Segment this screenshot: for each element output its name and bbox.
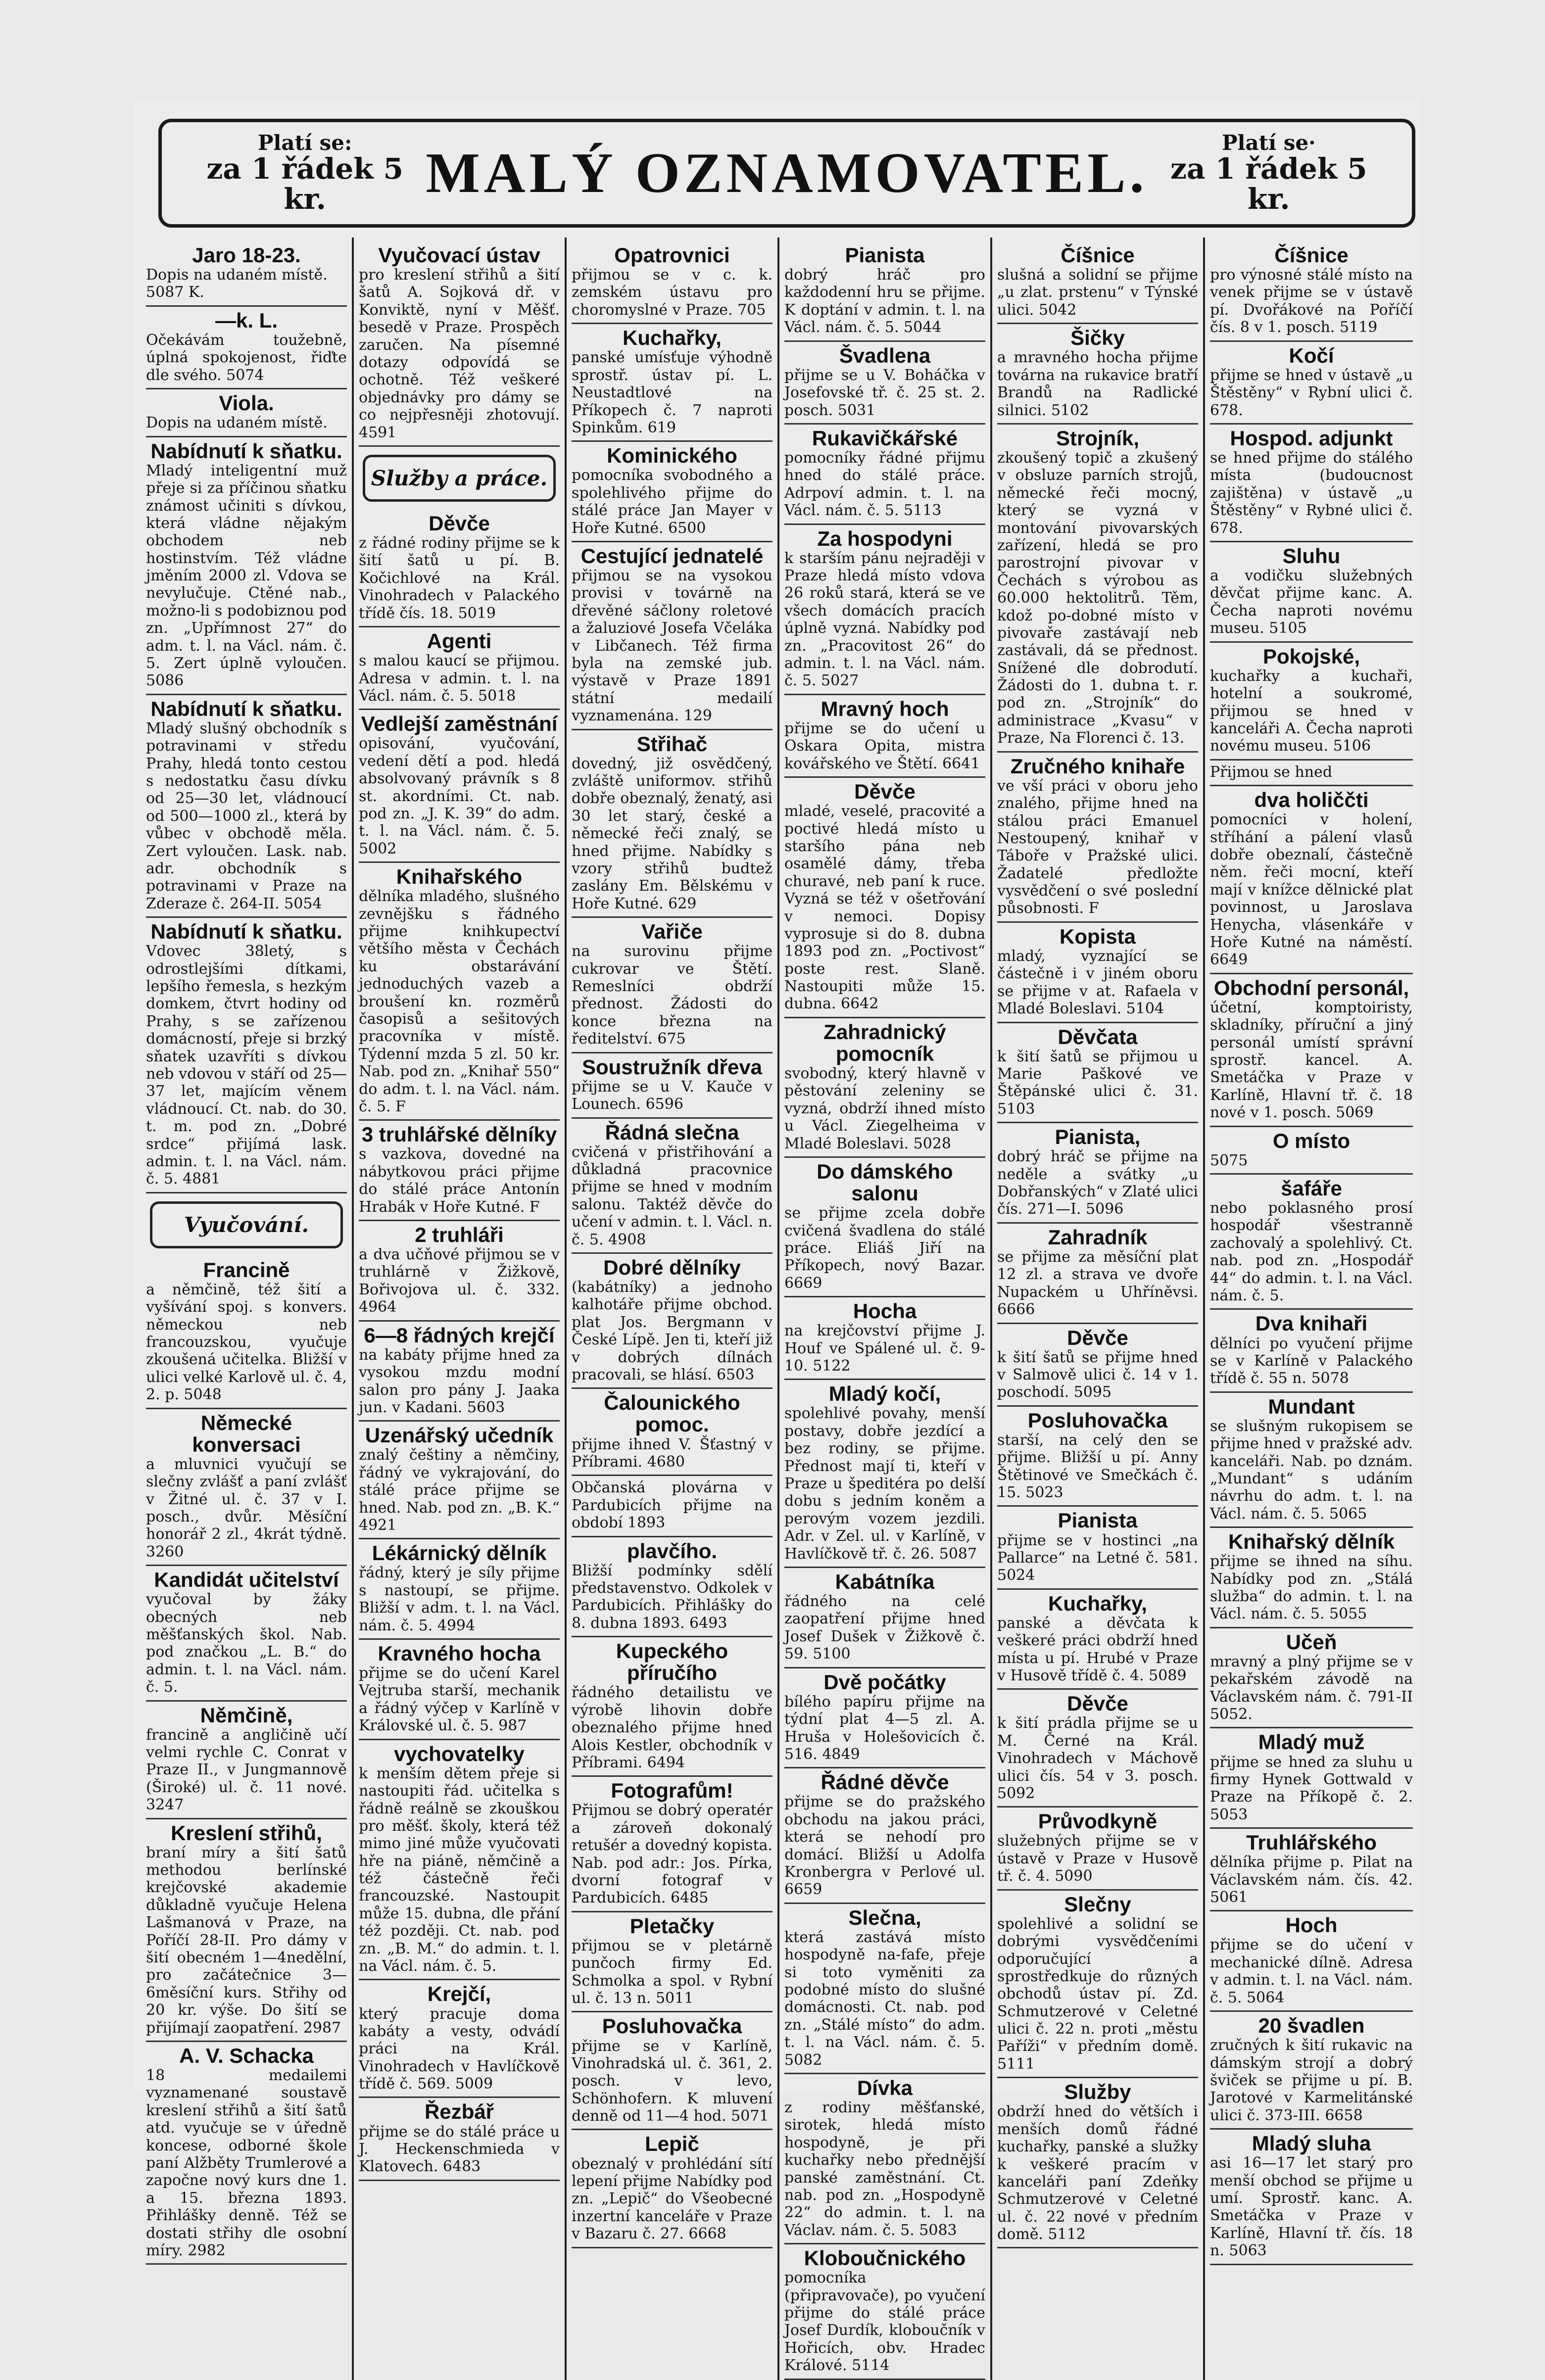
masthead [158,119,1415,228]
ad-heading: Pianista [845,243,925,267]
ad-heading: Knihařský dělník [1228,1530,1395,1554]
classified-ad [784,778,985,1018]
classified-ad [572,1537,772,1638]
ad-heading: Posluhovačka [602,2014,742,2038]
classified-ad [359,1980,560,2098]
ad-heading: Rukavičkářské [812,426,958,450]
classified-ad [572,1476,772,1537]
classified-ad [997,753,1198,923]
classified-ad [997,1891,1198,2079]
ad-text: účetní, komptoiristy, skladníky, příruční a jiný personál umístí správní sprostř. kancel. A. Smetáčka v Praze v Karlíně, Hlavní tř. č. 18 nové v 1. posch. 5069 [1210,999,1413,1122]
ad-text: k šití šatů se přijmou u Marie Paškové ve Štěpánské ulici č. 31. 5103 [997,1047,1198,1118]
classified-ad [359,627,560,710]
classified-ad [1210,241,1413,342]
ad-text: pomocníci v holení, stříhání a pálení vlasů dobře obeznalí, částečně něm. řeči mocní, kteří mají v knížce dělnické plat povinnost, u Jaroslava Henycha, vlásenkáře v Hoře Kutné na náměstí. 6649 [1210,811,1413,969]
classified-ad [359,863,560,1121]
classified-ad [997,324,1198,425]
ad-heading: A. V. Schacka [179,2044,314,2067]
ad-heading: Dva knihaři [1255,1312,1368,1335]
ad-text: a němčině, též šití a vyšívání spoj. s konvers. německou neb francouzskou, vyučuje zkoušená učitelka. Bližší v ulici velké Karlově ul. č. 4, 2. p. 5048 [146,1281,347,1404]
ad-text: dovedný, již osvědčený, zvláště uniformov. střihů dobře obeznalý, ženatý, asi 30 let starý, české a německé řeči znalý, se hned přijme. Nabídky s vzory střihů budtež zaslány Em. Bělskému v Hoře Kutné. 629 [572,755,772,912]
classified-ad [572,1912,772,2013]
ad-text: Bližší podmínky sdělí představenstvo. Odkolek v Pardubicích. Přihlášky do 8. dubna 1893. 6493 [572,1562,772,1632]
ad-text: vyučoval by žáky obecných neb měšťanských škol. Nab. pod značkou „L. B.“ do admin. t. l. na Václ. nám. č. 5. [146,1591,347,1696]
classified-ad [997,1407,1198,1507]
ad-text: se přijme za měsíční plat 12 zl. a strava ve dvoře Nupackém u Uhříněvsi. 6666 [997,1248,1198,1319]
classified-ad [146,1256,347,1409]
ad-text: přijme se do pražského obchodu na jakou práci, která se nehodí pro domácí. Bližší u Adolfa Kronbergra v Perlové ul. 6659 [784,1793,985,1899]
classified-ad [784,425,985,525]
classified-ad [1210,1175,1413,1310]
ad-column [567,238,779,2380]
ad-heading: Mundant [1268,1394,1355,1418]
classified-ad [1210,643,1413,761]
classified-ad [359,1322,560,1422]
classified-ad [146,695,347,918]
ad-text: dobrý hráč se přijme na neděle a svátky „u Dobřanských“ v Zlaté ulici čís. 271—I. 5096 [997,1148,1198,1218]
ad-text: s malou kaucí se přijmou. Adresa v admin. t. l. na Václ. nám. č. 5. 5018 [359,652,560,705]
ad-heading: Lepič [645,2132,699,2156]
ad-heading: Řezbář [424,2100,494,2124]
page-title: MALÝ OZNAMOVATEL. [426,141,1148,205]
ad-text: přijme se hned za sluhu u firmy Hynek Gottwald v Praze na Příkopě č. 2. 5053 [1210,1753,1413,1823]
classified-ad [359,241,560,447]
ad-text: znalý češtiny a němčiny, řádný ve vykrajování, do stálé práce přijme se hned. Nab. pod zn. „B. K.“ 4921 [359,1446,560,1534]
classified-ad [572,241,772,324]
ad-text: k starším pánu nejraději v Praze hledá místo vdova 26 roků stará, která se ve všech domácích pracích úplně vyzná. Nabídky pod zn. „Pracovitost 26“ do admin. t. l. na Václ. nám. č. 5. 5027 [784,549,985,690]
ad-text: dělníka přijme p. Pilat na Václavském nám. čís. 42. 5061 [1210,1854,1413,1906]
ad-heading: 3 truhlářské dělníky [361,1123,557,1146]
ad-text: přijme ihned V. Šťastný v Příbrami. 4680 [572,1435,772,1471]
classified-ad [784,525,985,695]
classified-ad [359,1422,560,1539]
classified-ad [784,1158,985,1297]
ad-text: panské a děvčata k veškeré práci obdrží hned místa u pí. Hrubé v Praze v Husově třídě č. 4. 5089 [997,1614,1198,1684]
price-right [1148,132,1390,214]
classified-ad [1210,342,1413,425]
classified-ad [1210,1528,1413,1628]
ad-text: spolehlivé povahy, menší postavy, dobře jezdící a bez rodiny, se přijme. Přednost mají ti, kteří v Praze u špeditéra po delší dobu s jedním koněm a perovým vozem jezdili. Adr. v Zel. ul. v Karlíně, v Havlíčkově tř. č. 26. 5087 [784,1405,985,1563]
ad-text: pomocníka svobodného a spolehlivého přijme do stálé práce Jan Mayer v Hoře Kutné. 6500 [572,467,772,537]
classified-ad [146,437,347,695]
ad-heading: Kandidát učitelství [154,1568,339,1592]
ad-heading: Zahradnický pomocník [823,1020,946,1065]
section-banner: Služby a práce. [363,455,556,502]
ad-text: (kabátníky) a jednoho kalhotáře přijme obchod. plat Jos. Bergmann v České Lípě. Jen ti, kteří již v dobrých dílnách pracovali, se hlásí. 6503 [572,1279,772,1383]
price-left-bottom: za 1 řádek 5 kr. [206,152,403,216]
ad-text: a dva učňové přijmou se v truhlárně v Žižkově, Bořivojova ul. č. 332. 4964 [359,1246,560,1316]
ad-text: k šití šatů se přijme hned v Salmově ulici č. 14 v 1. poschodí. 5095 [997,1348,1198,1401]
ad-heading: Pianista, [1055,1125,1141,1149]
classified-ad [997,1690,1198,1808]
ad-text: z řádné rodiny přijme se k šití šatů u pí. B. Kočichlové na Král. Vinohradech v Palackého třídě čís. 18. 5019 [359,534,560,622]
ad-heading: plavčího. [627,1539,718,1563]
classified-ad [1210,761,1413,786]
ad-heading: Kuchařky, [1048,1591,1147,1615]
ad-text: který pracuje doma kabáty a vesty, odvádí práci na Král. Vinohradech v Havlíčkově třídě č. 569. 5009 [359,2005,560,2093]
ad-heading: Francině [203,1258,290,1282]
ad-text: zkoušený topič a zkušený v obsluze parních strojů, německé řeči mocný, který se vyzná v montování pivovarských zařízení, hledá se pro parostrojní pivovar v Čechách s výrobou as 60.000 hektolitrů. Těm, kdož po-dobné místo v pivovaře zastávají neb zastávali, dá se přednost. Snížené dle dobrodutí. Žádosti do 1. dubna t. r. pod zn. „Strojník“ do administrace „Kvasu“ v Praze, Na Florenci č. 13. [997,449,1198,747]
classified-ad [784,2244,985,2380]
classified-ad [1210,1728,1413,1829]
classified-ad [784,1380,985,1568]
ad-text: Občanská plovárna v Pardubicích přijme na období 1893 [572,1479,772,1532]
ad-text: ve vší práci v oboru jeho znalého, přijme hned na stálou práci Emanuel Nestoupený, knihař v Táboře v Pražské ulici. Žadatelé předložte vysvědčení o své poslední působnosti. F [997,777,1198,917]
ad-heading: Řádná slečna [605,1120,739,1144]
ad-heading: Za hospodyni [817,526,953,550]
classified-ad [997,1507,1198,1589]
ad-heading: Dobré dělníky [603,1255,741,1279]
classified-ad [572,442,772,542]
ad-text: pro kreslení střihů a šití šatů A. Sojková dř. v Konviktě, nyní v Měšť. besedě v Praze. Prospěch zaručen. Na písemné dotazy odpovídá se ochotně. Též veškeré objednávky pro dámy se co nejpřesněji zhotovují. 4591 [359,266,560,441]
classified-ad [572,1053,772,1119]
classified-ad [146,241,347,307]
ad-text: řádného detailistu ve výrobě lihovin dobře obeznalého přijme hned Alois Kestler, obchodník v Příbrami. 6494 [572,1684,772,1771]
ad-text: přijme se do učení v mechanické dílně. Adresa v admin. t. l. na Václ. nám. č. 5. 5064 [1210,1936,1413,2006]
ad-heading: Vařiče [641,920,703,944]
ad-heading: Pianista [1058,1509,1138,1532]
ad-heading: Opatrovnici [614,243,730,267]
ad-text: 18 medailemi vyznamenané soustavě kreslení střihů a šití šatů atd. vyučuje se v úředně koncese, odborné škole paní Alžběty Trumlerové a započne nový kurs dne 1. a 15. března 1893. Přihlášky denně. Též se dostati střihy dle osobní míry. 2982 [146,2067,347,2259]
ad-text: dělníka mladého, slušného zevnějšku s řádného přijme knihkupectví většího města v Čechách ku obstarávání jednoduchých vazeb a broušení kn. rozměrů časopisů a sešitových pracovníka v místě. Týdenní mzda 5 zl. 50 kr. Nab. pod zn. „Knihař 550“ do adm. t. l. na Václ. nám. č. 5. F [359,888,560,1115]
classified-ad [359,710,560,863]
ad-heading: Číšnice [1061,243,1135,267]
ad-text: přijme se do učení Karel Vejtruba starší, mechanik a řádný výčep v Karlíně v Královské ul. č. 5. 987 [359,1665,560,1735]
ad-heading: Kreslení střihů, [171,1821,322,1845]
ad-heading: Zručného knihaře [1010,754,1185,778]
classified-ad [572,1119,772,1254]
ad-text: na surovinu přijme cukrovar ve Štětí. Remeslníci obdrží přednost. Žádosti do konce března na ředitelství. 675 [572,943,772,1048]
ad-text: pomocníky řádné přijmu hned do stálé práce. Adrpoví admin. t. l. na Václ. nám. č. 5. 5113 [784,449,985,520]
ad-column [1205,238,1418,2380]
ad-heading: Kočí [1289,343,1334,367]
classified-ad [1210,425,1413,542]
ad-text: 5075 [1210,1151,1248,1169]
price-right-bottom: za 1 řádek 5 kr. [1170,152,1367,216]
classified-ad [146,1819,347,2042]
classified-ad [146,2042,347,2265]
classified-ad [1210,974,1413,1127]
ad-heading: Hoch [1285,1913,1338,1937]
classified-ad [997,1224,1198,1324]
classified-ad [997,2078,1198,2248]
ad-text: panské umísťuje výhodně sprostř. ústav pí. L. Neustadtlové na Příkopech č. 7 naproti Spinkům. 619 [572,349,772,436]
classified-ad [572,1254,772,1389]
ad-heading: Německé konversaci [192,1411,301,1456]
ad-heading: Knihařského [396,865,523,889]
ad-heading: Viola. [219,391,274,415]
ad-heading: Agenti [427,629,492,653]
ad-text: přijme se ihned na síhu. Nabídky pod zn. „Stálá služba“ do admin. t. l. na Václ. nám. č. 5. 5055 [1210,1553,1413,1623]
classified-ad [146,307,347,389]
classified-ad [572,1389,772,1476]
ad-text: obeznalý v prohlédání sítí lepení přijme Nabídky pod zn. „Lepič“ do Všeobecné inzertní kanceláře v Praze v Bazaru č. 27. 6668 [572,2155,772,2243]
classified-ad [359,1221,560,1322]
ad-text: z rodiny měšťanské, sirotek, hledá místo hospodyně, je při kuchařky nebo přednější panské zaměstnání. Ct. nab. pod zn. „Hospodyně 22“ do admin. t. l. na Václav. nám. č. 5. 5083 [784,2099,985,2239]
ad-heading: Řádné děvče [821,1770,949,1794]
ad-heading: Průvodkyně [1038,1809,1158,1833]
classified-ad [359,1640,560,1740]
ad-heading: Kravného hocha [378,1641,541,1665]
ad-heading: Nabídnutí k sňatku. [150,920,342,944]
ad-heading: dva holiččti [1254,788,1369,812]
ad-heading: Truhlářského [1246,1831,1377,1855]
classified-ad [1210,1911,1413,2012]
ad-heading: Zahradník [1048,1225,1148,1249]
ad-column [992,238,1205,2380]
ad-columns [141,238,1418,2375]
price-left-top: Platí se: [257,131,352,155]
ad-text: kuchařky a kuchaři, hotelní a soukromé, přijmou se hned v kanceláři A. Čecha naproti novému museu. 5106 [1210,667,1413,755]
classified-ad [572,2012,772,2130]
classified-ad [784,2074,985,2244]
classified-ad [572,542,772,730]
ad-heading: Děvče [1067,1326,1128,1349]
price-right-top: Platí se· [1221,131,1316,155]
ad-text: Dopis na udaném místě. 5087 K. [146,266,328,301]
classified-ad [784,241,985,342]
classified-ad [146,389,347,437]
ad-text: dělníci po vyučení přijme se v Karlíně v Palackého třídě č. 55 n. 5078 [1210,1334,1413,1387]
ad-heading: Fotografům! [611,1779,733,1803]
ad-heading: Krejčí, [427,1982,491,2006]
ad-text: k menším dětem přeje si nastoupiti řád. učitelka s řádně reálně se zkouškou pro měšť. školy, která též mimo jiné může vyučovati hře na piáně, němčině a též částečně řeči francouzské. Nastoupit může 15. dubna, dle přání též později. Ct. nab. pod zn. „B. M.“ do admin. t. l. na Václ. nám. č. 5. [359,1764,560,1975]
ad-text: starší, na celý den se přijme. Bližší u pí. Anny Štětinové ve Smečkách č. 15. 5023 [997,1431,1198,1502]
ad-heading: Děvče [1067,1692,1128,1715]
classified-ad [1210,1127,1413,1175]
ad-heading: Sluhu [1282,544,1341,568]
ad-text: zručných k šití rukavic na dámským strojí a dobrý šviček se přijme u pí. B. Jarotové v Karmelitánské ulici č. 373-III. 6658 [1210,2037,1413,2124]
classified-ad [359,1740,560,1981]
ad-heading: 20 švadlen [1258,2014,1365,2038]
ad-heading: Jaro 18-23. [192,243,301,267]
classified-ad [359,2098,560,2181]
ad-heading: Nabídnutí k sňatku. [150,439,342,463]
ad-heading: Posluhovačka [1027,1408,1168,1432]
classified-ad [1210,2012,1413,2130]
ad-heading: Dívka [857,2076,913,2099]
ad-heading: —k. L. [215,308,278,332]
ad-text: pomocníka (připravovače), po vyučení přijme do stálé práce Josef Durdík, kloboučník v Hořicích, obv. Hradec Králové. 5114 [784,2269,985,2375]
ad-heading: Kloboučnického [804,2246,966,2270]
ad-column [354,238,567,2380]
ad-heading: Uzenářský učedník [365,1424,554,1447]
ad-text: mravný a plný přijme se v pekařském závodě na Václavském nám. č. 791-II 5052. [1210,1653,1413,1723]
classified-ad [146,918,347,1193]
ad-text: přijmou se v c. k. zemském ústavu pro choromyslné v Praze. 705 [572,266,772,319]
ad-text: cvičená v přistřihování a důkladná pracovnice přijme se hned v modním salonu. Taktéž děvče do učení v admin. t. l. Václ. n. č. 5. 4908 [572,1143,772,1248]
ad-text: služebných přijme se v ústavě v Praze v Husově tř. č. 4. 5090 [997,1832,1198,1885]
classified-ad [572,918,772,1053]
ad-text: dobrý hráč pro každodenní hru se přijme. K doptání v admin. t. l. na Václ. nám. č. 5. 5044 [784,266,985,336]
ad-heading: Nabídnutí k sňatku. [150,697,342,720]
ad-text: se hned přijme do stálého místa (budoucnost zajištěna) v ústavě „u Štěstěny“ v Rybné ulici č. 678. [1210,449,1413,537]
ad-heading: Dvě počátky [823,1670,946,1694]
ad-heading: Čalounického pomoc. [604,1391,740,1436]
ad-heading: Mladý sluha [1252,2132,1371,2155]
ad-text: Přijmou se hned [1210,763,1333,781]
ad-heading: Strojník, [1056,426,1140,450]
ad-heading: Vyučovací ústav [378,243,540,267]
ad-text: Očekávám toužebně, úplná spokojenost, řiďte dle svého. 5074 [146,331,347,384]
classified-ad [572,2130,772,2248]
ad-heading: Pletačky [629,1914,715,1938]
ad-text: mladé, veselé, pracovité a poctivé hledá místo u staršího pána neb osamělé dámy, třeba churavé, neb paní k ruce. Vyzná se též v ošetřování v nemoci. Dopisy vyprosuje si do 8. dubna 1893 pod zn. „Poctivost“ poste rest. Slaně. Nastoupiti může 15. dubna. 6642 [784,803,985,1013]
ad-text: přijme se v hostinci „na Pallarce“ na Letné č. 581. 5024 [997,1531,1198,1584]
ad-text: braní míry a šití šatů methodou berlínské krejčovské akademie důkladně vyučuje Helena Lašmanová v Praze, na Poříčí 28-II. Pro dámy v šití obecném 1—4nedělní, pro začátečnice 3—6měsíční kurs. Střihy od 20 kr. výše. Do šití se přijímají zaopatření. 2987 [146,1844,347,2037]
ad-heading: 6—8 řádných krejčí [364,1323,555,1347]
ad-text: Vdovec 38letý, s odrostlejšími dítkami, lepšího řemesla, s hezkým domkem, čtvrt hodiny od Prahy, s se zařízenou domácností, přeje si brzký sňatek uzavříti s dívkou neb vdovou v stáří od 25—37 let, majícím věnem vládnoucí. Ct. nab. do 30. t. m. pod zn. „Dobré srdce“ přijímá lask. admin. t. l. na Václ. nám. č. 5. 4881 [146,943,347,1188]
ad-text: mladý, vyznající se částečně i v jiném oboru se přijme v at. Rafaela v Mladé Boleslavi. 5104 [997,947,1198,1018]
classified-ad [572,1777,772,1912]
classified-ad [784,1297,985,1380]
classified-ad [1210,1829,1413,1911]
ad-heading: Střihač [636,732,708,756]
ad-heading: Učeň [1286,1630,1337,1654]
ad-text: bílého papíru přijme na týdní plat 4—5 zl. A. Hruša v Holešovicích č. 516. 4849 [784,1693,985,1763]
ad-heading: Mladý kočí, [828,1382,941,1406]
ad-text: svobodný, který hlavně v pěstování zeleniny se vyzná, obdrží ihned místo u Václ. Ziegelheima v Mladé Boleslavi. 5028 [784,1065,985,1152]
classified-ad [784,1768,985,1904]
ad-heading: Šičky [1070,326,1125,350]
classified-ad [784,1668,985,1769]
ad-heading: Kopista [1059,924,1136,948]
ad-heading: Kabátníka [835,1570,935,1593]
ad-heading: šafáře [1281,1176,1342,1200]
classified-ad [146,1566,347,1701]
ad-heading: O místo [1272,1129,1351,1152]
ad-heading: 2 truhláři [415,1223,504,1246]
ad-heading: Hocha [853,1299,917,1323]
ad-text: přijme se do učení u Oskara Opita, mistra kovářského ve Štětí. 6641 [784,719,985,772]
classified-ad [1210,1310,1413,1392]
ad-text: k šití prádla přijme se u M. Černé na Král. Vinohradech v Máchově ulici čís. 54 v 3. posch. 5092 [997,1714,1198,1802]
ad-text: Dopis na udaném místě. [146,414,328,432]
ad-heading: Děvčata [1058,1025,1138,1048]
ad-text: obdrží hned do větších i menších domů řádné kuchařky, panské a služky k veškeré pracím v kanceláři paní Zdeňky Schmutzerové v Celetné ul. č. 22 nové v předním domě. 5112 [997,2103,1198,2243]
ad-text: přijme se hned v ústavě „u Štěstěny“ v Rybní ulici č. 678. [1210,366,1413,419]
ad-text: přijme se do stálé práce u J. Heckenschmieda v Klatovech. 6483 [359,2123,560,2176]
ad-heading: Lékárnický dělník [372,1541,547,1565]
classified-ad [572,1637,772,1777]
classified-ad [1210,1393,1413,1528]
classified-ad [359,1121,560,1221]
ad-heading: Děvče [429,512,490,535]
classified-ad [359,510,560,627]
ad-text: přijme se v Karlíně, Vinohradská ul. č. 361, 2. posch. v levo, Schönhofern. K mluvení denně od 11—4 hod. 5071 [572,2037,772,2125]
classified-ad [784,342,985,425]
classified-ad [784,1568,985,1668]
ad-text: přijmou se v pletárně punčoch firmy Ed. Schmolka a spol. v Rybní ul. č. 13 n. 5011 [572,1937,772,2007]
classified-ad [997,425,1198,753]
ad-text: Mladý slušný obchodník s potravinami v středu Prahy, hledá tonto cestou s nedostatku času dívku od 25—30 let, vládnoucí od 500—1000 zl., která by vůbec v obchodě měla. Zert vyloučen. Lask. nab. adr. obchodník s potravinami v Praze na Zderaze č. 264-II. 5054 [146,719,347,912]
ad-text: řádného na celé zaopatření přijme hned Josef Dušek v Žižkově č. 59. 5100 [784,1593,985,1663]
ad-text: se přijme zcela dobře cvičená švadlena do stálé práce. Eliáš Jiří na Příkopech, nový Bazar. 6669 [784,1204,985,1292]
price-left [184,132,426,214]
ad-heading: Služby [1064,2080,1131,2104]
ad-text: přijmou se na vysokou provisi v továrně na dřevěné sáčlony roletové a žaluziové Josefa Včeláka v Libčanech. Též firma byla na zemské jub. výstavě v Praze 1891 státní medailí vyznamenána. 129 [572,567,772,725]
classified-ad [572,730,772,918]
ad-heading: Mravný hoch [821,697,949,720]
classified-ad [997,1324,1198,1407]
classified-ad [1210,2130,1413,2265]
classified-ad [359,1539,560,1640]
ad-text: na krejčovství přijme J. Houf ve Spálené ul. č. 9-10. 5122 [784,1322,985,1375]
ad-heading: Švadlena [839,343,931,367]
ad-text: asi 16—17 let starý pro menší obchod se přijme u umí. Sprostř. kanc. A. Smetáčka v Praze v Karlíně, Hlavní tř. čís. 18 n. 5063 [1210,2154,1413,2260]
classified-ad [1210,786,1413,974]
ad-text: na kabáty přijme hned za vysokou mzdu modní salon pro pány J. Jaaka jun. v Kadani. 5603 [359,1346,560,1416]
ad-text: a mravného hocha přijme továrna na rukavice bratří Brandů na Radlické silnici. 5102 [997,349,1198,419]
ad-text: a vodičku služebných děvčat přijme kanc. A. Čecha naproti novému museu. 5105 [1210,567,1413,637]
ad-heading: Vedlejší zaměstnání [361,712,558,736]
ad-text: opisování, vyučování, vedení dětí a pod. hledá absolvovaný právník s 8 st. akordními. Ct. nab. pod zn. „J. K. 39“ do adm. t. l. na Václ. nám. č. 5. 5002 [359,735,560,857]
ad-heading: Do dámského salonu [817,1159,953,1205]
ad-heading: Kuchařky, [623,326,722,350]
ad-text: řádný, který je síly přijme s nastoupí, se přijme. Bližší v adm. t. l. na Václ. nám. č. 5. 4994 [359,1564,560,1634]
ad-heading: Kupeckého příručího [616,1639,728,1685]
ad-text: Přijmou se dobrý operatér a zároveň dokonalý retušér a dovedný kopista. Nab. pod adr.: Jos. Pírka, dvorní fotograf v Pardubicích. 6485 [572,1802,772,1907]
ad-text: přijme se u V. Kauče v Lounech. 6596 [572,1078,772,1113]
ad-heading: Číšnice [1274,243,1349,267]
ad-text: pro výnosné stálé místo na venek přijme se v ústavě pí. Dvořákové na Poříčí čís. 8 v 1. posch. 5119 [1210,266,1413,336]
ad-text: přijme se u V. Boháčka v Josefovské tř. č. 25 st. 2. posch. 5031 [784,366,985,419]
classified-ad [146,1702,347,1819]
ad-text: francině a angličině učí velmi rychle C. Conrat v Praze II., v Jungmannově (Široké) ul. č. 11 nové. 3247 [146,1726,347,1814]
classified-ad [997,1590,1198,1690]
classified-ad [997,1808,1198,1890]
classified-ad [1210,1628,1413,1729]
classified-ad [997,1123,1198,1224]
ad-heading: Cestující jednatelé [580,544,764,568]
ad-heading: vychovatelky [394,1742,525,1765]
section-banner: Vyučování. [150,1201,343,1248]
ad-heading: Němčině, [200,1703,293,1727]
ad-column [141,238,354,2380]
ad-text: slušná a solidní se přijme „u zlat. prstenu“ v Týnské ulici. 5042 [997,266,1198,319]
ad-text: a mluvnici vyučují se slečny zvlášť a paní zvlášť v Žitné ul. č. 37 v I. posch., dvůr. Měsíční honorář 2 zl., 4krát týdně. 3260 [146,1455,347,1561]
classified-ad [784,1018,985,1158]
classified-ad [997,241,1198,324]
classified-ad [997,923,1198,1023]
classified-ad [784,1904,985,2074]
ad-heading: Kominického [607,444,737,468]
ad-column [779,238,992,2380]
classified-ad [146,1409,347,1567]
ad-heading: Hospod. adjunkt [1230,426,1393,450]
ad-text: s vazkova, dovedné na nábytkovou práci přijme do stálé práce Antonín Hrabák v Hoře Kutné. F [359,1145,560,1216]
ad-heading: Soustružník dřeva [581,1055,763,1079]
ad-heading: Pokojské, [1262,644,1360,668]
classified-ad [1210,542,1413,643]
ad-heading: Obchodní personál, [1213,976,1409,1000]
classified-ad [572,324,772,442]
ad-heading: Slečna, [848,1905,921,1929]
ad-heading: Mladý muž [1258,1730,1365,1754]
classified-ad [997,1023,1198,1124]
ad-heading: Slečny [1064,1892,1131,1916]
ad-text: která zastává místo hospodyně na-fafe, přeje si toto vyměniti za podobné místo do slušné domácnosti. Ct. nab. pod zn. „Stálé místo“ do adm. t. l. na Václ. nám. č. 5. 5082 [784,1928,985,2069]
ad-text: Mladý inteligentní muž přeje si za příčinou sňatku známost učiniti s dívkou, která vládne nějakým obchodem neb hostinstvím. Též vládne jměním 2000 zl. Vdova se nevylučuje. Ctěné nab., možno-li s podobiznou pod zn. „Upřímnost 27“ do adm. t. l. na Václ. nám. č. 5. Zert úplně vyloučen. 5086 [146,462,347,690]
ad-text: nebo poklasného prosí hospodář všestranně zachovalý a spolehlivý. Ct. nab. pod zn. „Hospodář 44“ do admin. t. l. na Václ. nám. č. 5. [1210,1199,1413,1305]
classified-ad [784,695,985,778]
ad-heading: Děvče [854,780,916,804]
ad-text: se slušným rukopisem se přijme hned v pražské adv. kanceláři. Nab. po dznám. „Mundant“ s udáním návrhu do adm. t. l. na Václ. nám. č. 5. 5065 [1210,1417,1413,1523]
ad-text: spolehlivé a solidní se dobrými vysvědčeními odporučující a sprostředkuje do různých obchodů ústav pí. Zd. Schmutzerové v Celetné ulici č. 22 n. proti „městu Paříži“ v předním domě. 5111 [997,1915,1198,2073]
